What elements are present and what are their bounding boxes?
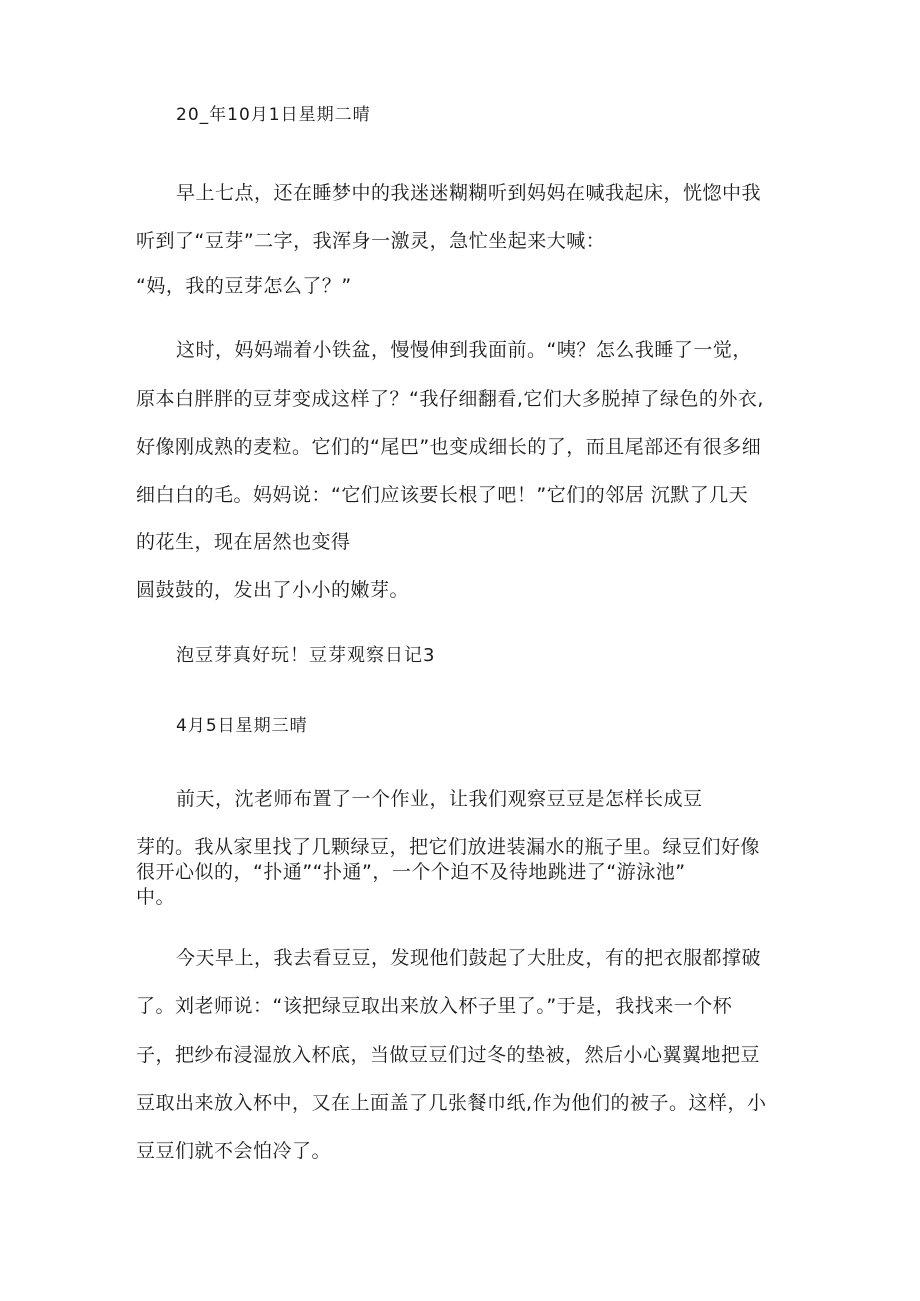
section-title: 泡豆芽真好玩！豆芽观察日记3 (176, 645, 436, 666)
entry1-p2-line5: 的花生，现在居然也变得 (136, 531, 351, 553)
entry2-p2-line5: 豆豆们就不会怕冷了。 (136, 1140, 332, 1162)
entry1-p1-line1: 早上七点，还在睡梦中的我迷迷糊糊听到妈妈在喊我起床，恍惚中我 (176, 182, 762, 204)
entry1-p2-line1: 这时，妈妈端着小铁盆，慢慢伸到我面前。“咦？怎么我睡了一觉， (176, 339, 752, 361)
entry2-date: 4月5日星期三晴 (176, 716, 308, 736)
entry1-p2-line4: 细白白的毛。妈妈说：“它们应该要长根了吧！”它们的邻居 沉默了几天 (136, 484, 749, 506)
entry1-date: 20_年10月1日星期二晴 (176, 105, 371, 125)
entry2-p1-line2: 芽的。我从家里找了几颗绿豆，把它们放进装漏水的瓶子里。绿豆们好像 (136, 836, 761, 858)
entry1-p1-line2: 听到了“豆芽”二字，我浑身一激灵，急忙坐起来大喊： (136, 230, 606, 252)
entry1-p2-line3: 好像刚成熟的麦粒。它们的“尾巴”也变成细长的了，而且尾部还有很多细 (136, 436, 762, 458)
entry2-p2-line1: 今天早上，我去看豆豆，发现他们鼓起了大肚皮，有的把衣服都撑破 (176, 947, 762, 969)
entry2-p2-line2: 了。刘老师说：“该把绿豆取出来放入杯子里了。”于是，我找来一个杯 (136, 995, 733, 1017)
entry2-p1-line3: 很开心似的，“扑通”“扑通”，一个个迫不及待地跳进了“游泳池” (136, 861, 686, 883)
entry2-p2-line3: 子，把纱布浸湿放入杯底，当做豆豆们过冬的垫被，然后小心翼翼地把豆 (136, 1044, 761, 1066)
entry1-p1-line3: “妈，我的豆芽怎么了？” (136, 275, 352, 297)
entry2-p2-line4: 豆取出来放入杯中，又在上面盖了几张餐巾纸,作为他们的被子。这样，小 (136, 1092, 767, 1114)
entry2-p1-line4: 中。 (136, 886, 176, 908)
entry1-p2-line2: 原本白胖胖的豆芽变成这样了？“我仔细翻看,它们大多脱掉了绿色的外衣, (136, 388, 764, 410)
entry1-p2-line6: 圆鼓鼓的，发出了小小的嫩芽。 (136, 579, 410, 601)
entry2-p1-line1: 前天，沈老师布置了一个作业，让我们观察豆豆是怎样长成豆 (176, 788, 703, 810)
